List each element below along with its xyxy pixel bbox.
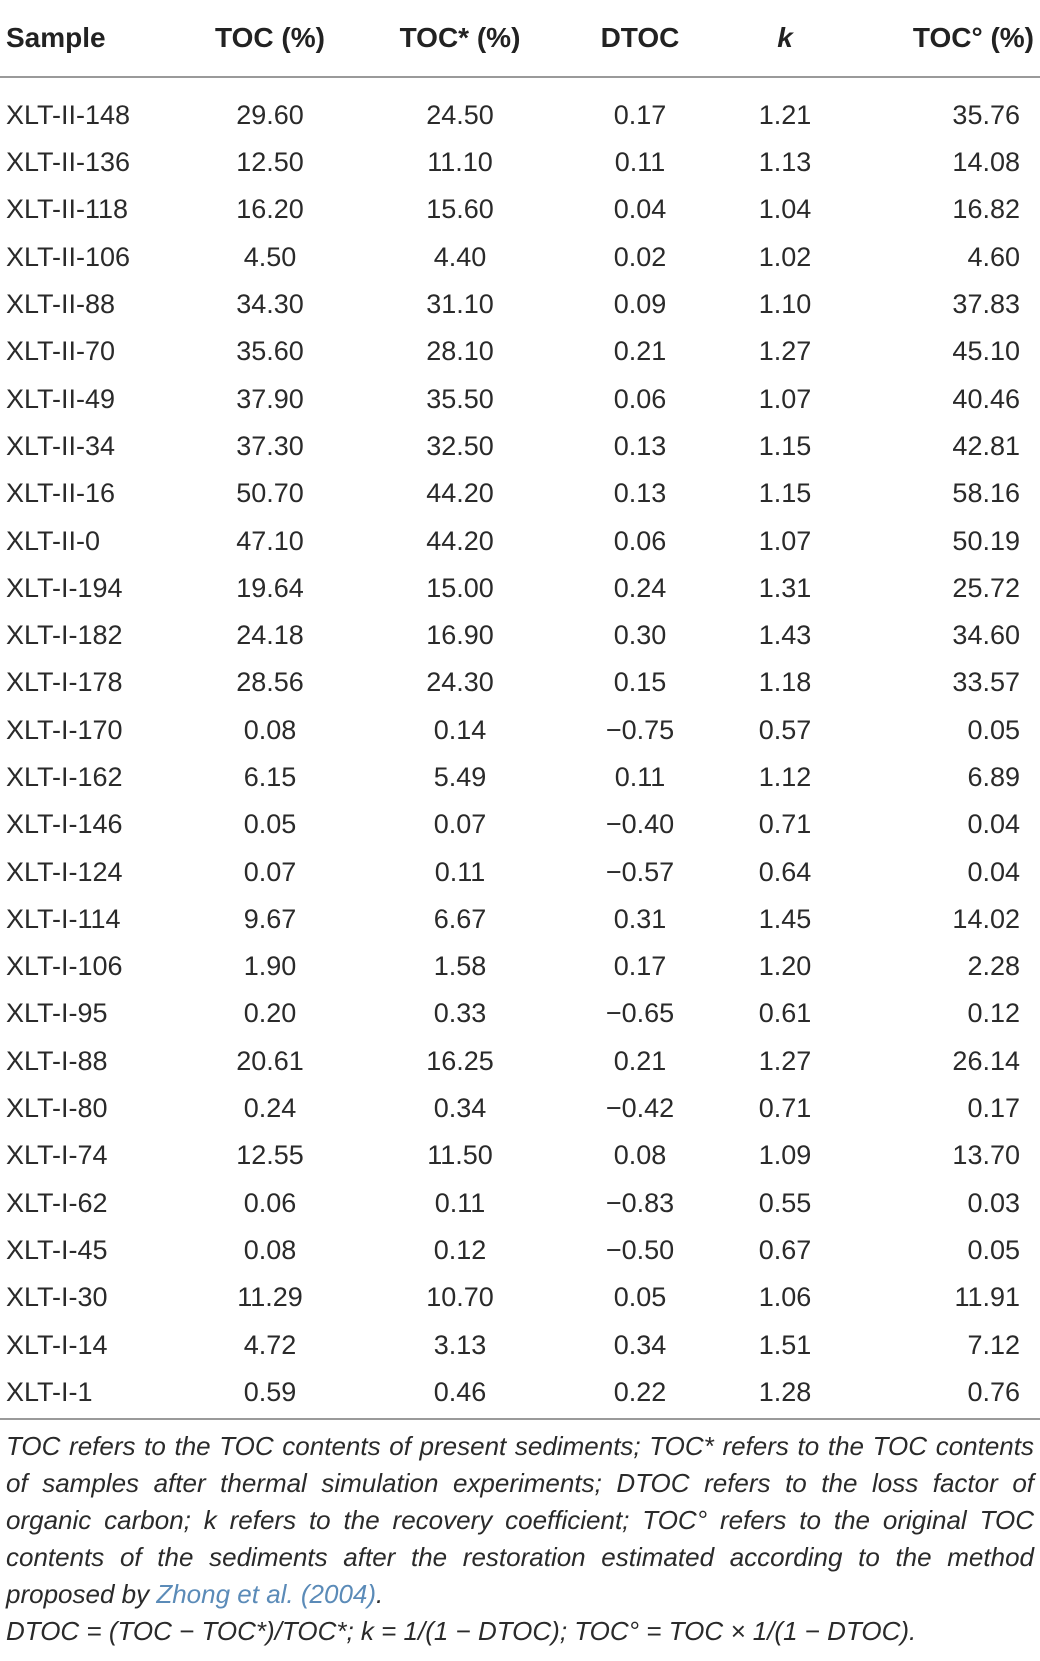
footnote-definitions-end: . <box>376 1579 384 1609</box>
cell-k: 1.43 <box>758 620 812 651</box>
cell-sample: XLT-I-62 <box>6 1187 108 1218</box>
cell-toc: 16.20 <box>236 194 304 225</box>
cell-dtoc: 0.02 <box>613 241 667 272</box>
cell-toc-original: 40.46 <box>952 383 1020 414</box>
cell-dtoc: 0.08 <box>613 1140 667 1171</box>
cell-toc-original: 14.02 <box>952 903 1020 934</box>
cell-sample: XLT-I-182 <box>6 620 123 651</box>
table-row <box>0 375 1040 422</box>
citation-link[interactable]: Zhong et al. (2004) <box>156 1579 377 1609</box>
table-row <box>0 423 1040 470</box>
cell-dtoc: 0.21 <box>613 1045 667 1076</box>
cell-dtoc: 0.11 <box>614 147 666 178</box>
cell-toc-original: 0.05 <box>967 714 1020 745</box>
cell-k: 0.61 <box>758 998 812 1029</box>
cell-k: 1.27 <box>758 1045 812 1076</box>
table-row <box>0 754 1040 801</box>
table-row <box>0 1085 1040 1132</box>
table-row <box>0 943 1040 990</box>
cell-toc-star: 44.20 <box>426 478 494 509</box>
header-row <box>0 0 1040 77</box>
cell-toc: 0.08 <box>243 714 297 745</box>
cell-k: 1.15 <box>758 478 812 509</box>
cell-dtoc: 0.21 <box>613 336 667 367</box>
header-k-label: k <box>777 22 793 53</box>
cell-dtoc: 0.31 <box>613 903 667 934</box>
cell-sample: XLT-I-30 <box>6 1282 108 1313</box>
cell-toc-original: 33.57 <box>952 667 1020 698</box>
cell-sample: XLT-II-34 <box>6 430 116 461</box>
cell-sample: XLT-I-88 <box>6 1045 108 1076</box>
cell-toc-original: 0.05 <box>967 1234 1020 1265</box>
cell-dtoc: 0.15 <box>613 667 667 698</box>
cell-toc-star: 16.25 <box>426 1045 494 1076</box>
cell-toc: 0.06 <box>243 1187 297 1218</box>
cell-k: 1.07 <box>758 383 812 414</box>
cell-sample: XLT-I-162 <box>6 762 123 792</box>
header-k <box>720 0 850 77</box>
cell-toc-original: 0.04 <box>967 809 1020 840</box>
cell-toc: 19.64 <box>236 572 304 603</box>
cell-toc-original: 0.03 <box>967 1187 1020 1218</box>
table-row <box>0 896 1040 943</box>
cell-k: 0.55 <box>758 1187 812 1218</box>
cell-toc-star: 0.11 <box>434 1187 486 1218</box>
cell-toc-star: 1.58 <box>433 951 487 982</box>
cell-toc-star: 11.10 <box>427 147 493 178</box>
table-row <box>0 707 1040 754</box>
cell-sample: XLT-I-14 <box>6 1329 108 1360</box>
cell-toc: 4.72 <box>243 1329 297 1360</box>
footnote-definitions <box>6 1428 1034 1613</box>
cell-toc-original: 25.72 <box>952 572 1020 603</box>
cell-toc: 24.18 <box>236 620 304 651</box>
cell-dtoc: 0.24 <box>613 572 667 603</box>
cell-k: 0.57 <box>758 714 812 745</box>
cell-toc-original: 0.12 <box>967 998 1020 1029</box>
cell-dtoc: −0.57 <box>605 856 675 887</box>
cell-sample: XLT-I-114 <box>6 903 121 934</box>
cell-sample: XLT-II-106 <box>6 241 131 272</box>
cell-toc-star: 15.60 <box>426 194 494 225</box>
cell-dtoc: 0.34 <box>613 1329 667 1360</box>
table-bottom-rule <box>0 1418 1040 1420</box>
cell-toc: 0.07 <box>243 856 297 887</box>
cell-toc: 12.55 <box>236 1140 304 1171</box>
cell-toc-star: 44.20 <box>426 525 494 556</box>
table-row <box>0 470 1040 517</box>
table-row <box>0 1038 1040 1085</box>
cell-toc-original: 0.04 <box>967 856 1020 887</box>
cell-toc: 0.05 <box>243 809 297 840</box>
table-row <box>0 281 1040 328</box>
cell-dtoc: −0.75 <box>605 714 675 745</box>
header-dtoc: DTOC <box>560 0 720 77</box>
cell-sample: XLT-II-16 <box>6 478 116 509</box>
cell-toc-original: 2.28 <box>967 951 1020 982</box>
cell-toc-original: 7.12 <box>967 1329 1020 1360</box>
table-row <box>0 801 1040 848</box>
table-header <box>0 0 1040 77</box>
cell-toc-star: 3.13 <box>433 1329 487 1360</box>
cell-k: 1.12 <box>758 762 812 792</box>
cell-toc-star: 16.90 <box>426 620 494 651</box>
cell-toc-star: 24.30 <box>426 667 494 698</box>
header-toc-star: TOC* (%) <box>360 0 560 77</box>
cell-dtoc: −0.42 <box>605 1093 675 1124</box>
cell-toc-star: 15.00 <box>426 572 494 603</box>
cell-toc-star: 0.07 <box>433 809 487 840</box>
cell-toc-original: 16.82 <box>952 194 1020 225</box>
cell-sample: XLT-I-170 <box>6 714 123 745</box>
table-row <box>0 1227 1040 1274</box>
cell-k: 0.71 <box>758 1093 812 1124</box>
footnote-definitions-text: TOC refers to the TOC contents of present sediments; TOC* refers to the TOC contents of samples after thermal simulation experiments; DTOC refers to the loss factor of organic carbon; k refers to the recovery coefficient; TOC° refers to the original TOC contents of the sediments after the restoration estimated according to the method proposed by <box>6 1431 1034 1609</box>
cell-toc-star: 32.50 <box>426 430 494 461</box>
cell-dtoc: 0.06 <box>613 383 667 414</box>
cell-sample: XLT-I-80 <box>6 1093 108 1124</box>
cell-toc-star: 0.46 <box>433 1376 487 1407</box>
cell-dtoc: 0.06 <box>613 525 667 556</box>
cell-toc-star: 31.10 <box>426 289 494 320</box>
cell-toc-original: 34.60 <box>952 620 1020 651</box>
table-row <box>0 1274 1040 1321</box>
table-row <box>0 328 1040 375</box>
table-footnotes <box>6 1428 1034 1650</box>
cell-toc: 4.50 <box>243 241 297 272</box>
cell-toc-original: 0.76 <box>967 1376 1020 1407</box>
cell-k: 0.67 <box>758 1234 812 1265</box>
cell-toc-original: 11.91 <box>954 1282 1020 1313</box>
cell-k: 1.15 <box>758 430 812 461</box>
cell-toc-original: 4.60 <box>967 241 1020 272</box>
cell-toc: 20.61 <box>236 1045 304 1076</box>
cell-toc-star: 11.50 <box>427 1140 493 1171</box>
cell-sample: XLT-II-49 <box>6 383 116 414</box>
table-row <box>0 659 1040 706</box>
cell-toc-star: 0.33 <box>433 998 487 1029</box>
cell-toc: 35.60 <box>236 336 304 367</box>
cell-k: 1.20 <box>758 951 812 982</box>
cell-sample: XLT-I-1 <box>6 1376 93 1407</box>
cell-toc: 11.29 <box>237 1282 303 1313</box>
cell-k: 0.71 <box>758 809 812 840</box>
cell-toc: 28.56 <box>236 667 304 698</box>
cell-sample: XLT-II-88 <box>6 289 116 320</box>
cell-toc: 0.08 <box>243 1234 297 1265</box>
table-row <box>0 1132 1040 1179</box>
table-row <box>0 565 1040 612</box>
cell-sample: XLT-II-148 <box>6 100 131 130</box>
cell-k: 1.09 <box>758 1140 812 1171</box>
cell-sample: XLT-I-146 <box>6 809 123 840</box>
cell-k: 1.27 <box>758 336 812 367</box>
table-row <box>0 612 1040 659</box>
cell-toc-star: 6.67 <box>433 903 487 934</box>
table-row <box>0 848 1040 895</box>
cell-sample: XLT-I-124 <box>6 856 123 887</box>
cell-sample: XLT-I-95 <box>6 998 108 1029</box>
footnote-formula: DTOC = (TOC − TOC*)/TOC*; k = 1/(1 − DTOC); TOC° = TOC × 1/(1 − DTOC). <box>6 1616 917 1646</box>
table-row <box>0 1321 1040 1368</box>
cell-dtoc: 0.05 <box>613 1282 667 1313</box>
cell-toc-original: 58.16 <box>952 478 1020 509</box>
cell-toc-original: 6.89 <box>967 762 1020 792</box>
cell-sample: XLT-I-194 <box>6 572 123 603</box>
cell-k: 1.51 <box>758 1329 812 1360</box>
cell-toc-original: 26.14 <box>952 1045 1020 1076</box>
cell-k: 1.31 <box>758 572 812 603</box>
cell-toc-star: 0.11 <box>434 856 486 887</box>
cell-toc-star: 28.10 <box>426 336 494 367</box>
cell-sample: XLT-I-106 <box>6 951 123 982</box>
cell-k: 1.07 <box>758 525 812 556</box>
cell-toc: 50.70 <box>236 478 304 509</box>
cell-dtoc: −0.65 <box>605 998 675 1029</box>
table-row <box>0 234 1040 281</box>
cell-toc-star: 10.70 <box>426 1282 494 1313</box>
cell-toc-star: 5.49 <box>433 762 487 792</box>
cell-toc-original: 35.76 <box>952 100 1020 130</box>
cell-sample: XLT-II-118 <box>6 194 129 225</box>
cell-k: 0.64 <box>758 856 812 887</box>
cell-toc: 47.10 <box>236 525 304 556</box>
cell-dtoc: 0.13 <box>613 478 667 509</box>
cell-toc-original: 14.08 <box>952 147 1020 178</box>
cell-toc: 12.50 <box>236 147 304 178</box>
cell-dtoc: 0.04 <box>613 194 667 225</box>
cell-toc: 1.90 <box>243 951 297 982</box>
cell-toc-original: 37.83 <box>952 289 1020 320</box>
cell-sample: XLT-II-0 <box>6 525 101 556</box>
cell-k: 1.06 <box>758 1282 812 1313</box>
cell-dtoc: 0.11 <box>614 762 666 792</box>
table-row <box>0 990 1040 1037</box>
table-row <box>0 139 1040 186</box>
cell-dtoc: 0.09 <box>613 289 667 320</box>
cell-dtoc: 0.17 <box>613 100 667 130</box>
cell-sample: XLT-II-136 <box>6 147 131 178</box>
cell-toc: 0.20 <box>243 998 297 1029</box>
cell-k: 1.04 <box>758 194 812 225</box>
cell-k: 1.18 <box>758 667 812 698</box>
table-row <box>0 1180 1040 1227</box>
header-toc-original: TOC° (%) <box>850 0 1040 77</box>
cell-toc-original: 50.19 <box>952 525 1020 556</box>
cell-toc: 6.15 <box>243 762 297 792</box>
table-row <box>0 77 1040 139</box>
cell-sample: XLT-I-178 <box>6 667 123 698</box>
cell-toc: 0.24 <box>243 1093 297 1124</box>
cell-toc-original: 13.70 <box>952 1140 1020 1171</box>
cell-dtoc: 0.22 <box>613 1376 667 1407</box>
cell-toc-star: 0.14 <box>433 714 487 745</box>
cell-toc-star: 24.50 <box>426 100 494 130</box>
cell-toc-original: 42.81 <box>952 430 1020 461</box>
cell-toc-star: 35.50 <box>426 383 494 414</box>
cell-k: 1.10 <box>758 289 812 320</box>
cell-toc: 9.67 <box>243 903 297 934</box>
cell-toc-star: 4.40 <box>433 241 487 272</box>
cell-toc: 34.30 <box>236 289 304 320</box>
cell-dtoc: −0.83 <box>605 1187 675 1218</box>
cell-k: 1.45 <box>758 903 812 934</box>
cell-toc-original: 45.10 <box>952 336 1020 367</box>
cell-toc-original: 0.17 <box>967 1093 1020 1124</box>
cell-toc-star: 0.34 <box>433 1093 487 1124</box>
cell-k: 1.21 <box>758 100 812 130</box>
cell-dtoc: 0.30 <box>613 620 667 651</box>
cell-dtoc: −0.50 <box>605 1234 675 1265</box>
cell-sample: XLT-I-45 <box>6 1234 108 1265</box>
header-toc: TOC (%) <box>180 0 360 77</box>
cell-toc: 29.60 <box>236 100 304 130</box>
cell-k: 1.28 <box>758 1376 812 1407</box>
cell-toc: 0.59 <box>243 1376 297 1407</box>
cell-sample: XLT-II-70 <box>6 336 116 367</box>
cell-k: 1.13 <box>758 147 812 178</box>
cell-sample: XLT-I-74 <box>6 1140 108 1171</box>
cell-k: 1.02 <box>758 241 812 272</box>
cell-toc: 37.30 <box>236 430 304 461</box>
table-row <box>0 186 1040 233</box>
header-sample: Sample <box>0 0 180 77</box>
cell-dtoc: 0.17 <box>613 951 667 982</box>
table-body <box>0 77 1040 1426</box>
cell-toc-star: 0.12 <box>433 1234 487 1265</box>
cell-dtoc: −0.40 <box>605 809 675 840</box>
cell-toc: 37.90 <box>236 383 304 414</box>
table-row <box>0 517 1040 564</box>
cell-dtoc: 0.13 <box>613 430 667 461</box>
